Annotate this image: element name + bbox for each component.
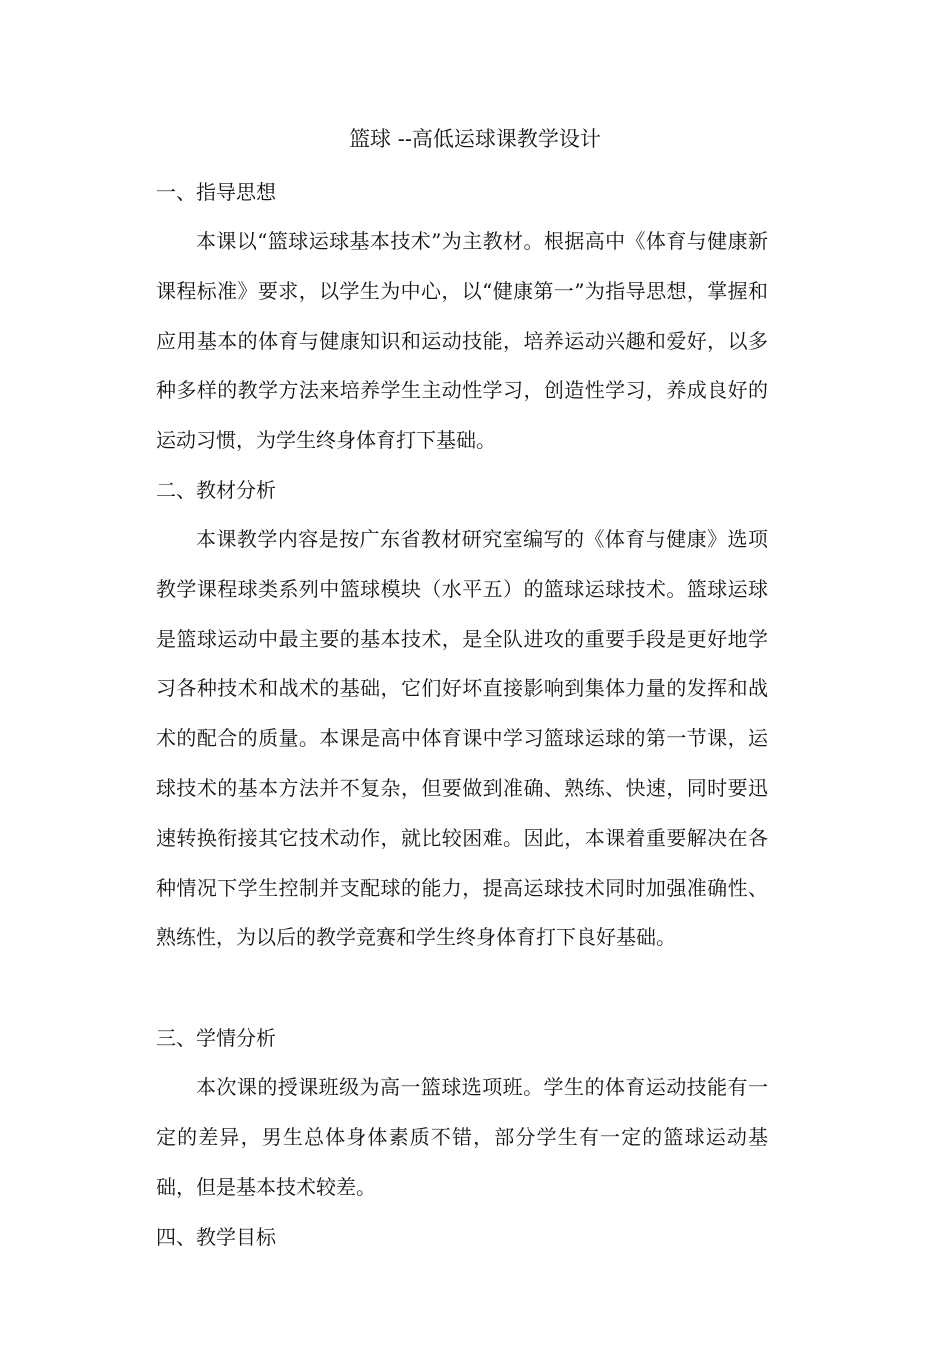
section-heading-guiding-ideology: 一、指导思想 (156, 180, 276, 204)
section-paragraph-guiding-ideology: 本课以“篮球运球基本技术”为主教材。根据高中《体育与健康新课程标准》要求，以学生为中心，以“健康第一”为指导思想，掌握和应用基本的体育与健康知识和运动技能，培养运动兴趣和爱好，以多种多样的教学方法来培养学生主动性学习，创造性学习，养成良好的运动习惯，为学生终身体育打下基础。 (156, 229, 768, 453)
document-title: 篮球 --高低运球课教学设计 (349, 127, 601, 151)
section-paragraph-student-analysis: 本次课的授课班级为高一篮球选项班。学生的体育运动技能有一定的差异，男生总体身体素质不错，部分学生有一定的篮球运动基础，但是基本技术较差。 (156, 1075, 768, 1199)
section-paragraph-material-analysis: 本课教学内容是按广东省教材研究室编写的《体育与健康》选项教学课程球类系列中篮球模块（水平五）的篮球运球技术。篮球运球是篮球运动中最主要的基本技术，是全队进攻的重要手段是更好地学习各种技术和战术的基础，它们好坏直接影响到集体力量的发挥和战术的配合的质量。本课是高中体育课中学习篮球运球的第一节课，运球技术的基本方法并不复杂，但要做到准确、熟练、快速，同时要迅速转换衔接其它技术动作，就比较困难。因此，本课着重要解决在各种情况下学生控制并支配球的能力，提高运球技术同时加强准确性、熟练性，为以后的教学竞赛和学生终身体育打下良好基础。 (156, 527, 768, 950)
section-heading-material-analysis: 二、教材分析 (156, 478, 276, 502)
section-heading-teaching-objectives: 四、教学目标 (156, 1225, 276, 1249)
section-heading-student-analysis: 三、学情分析 (156, 1026, 276, 1050)
